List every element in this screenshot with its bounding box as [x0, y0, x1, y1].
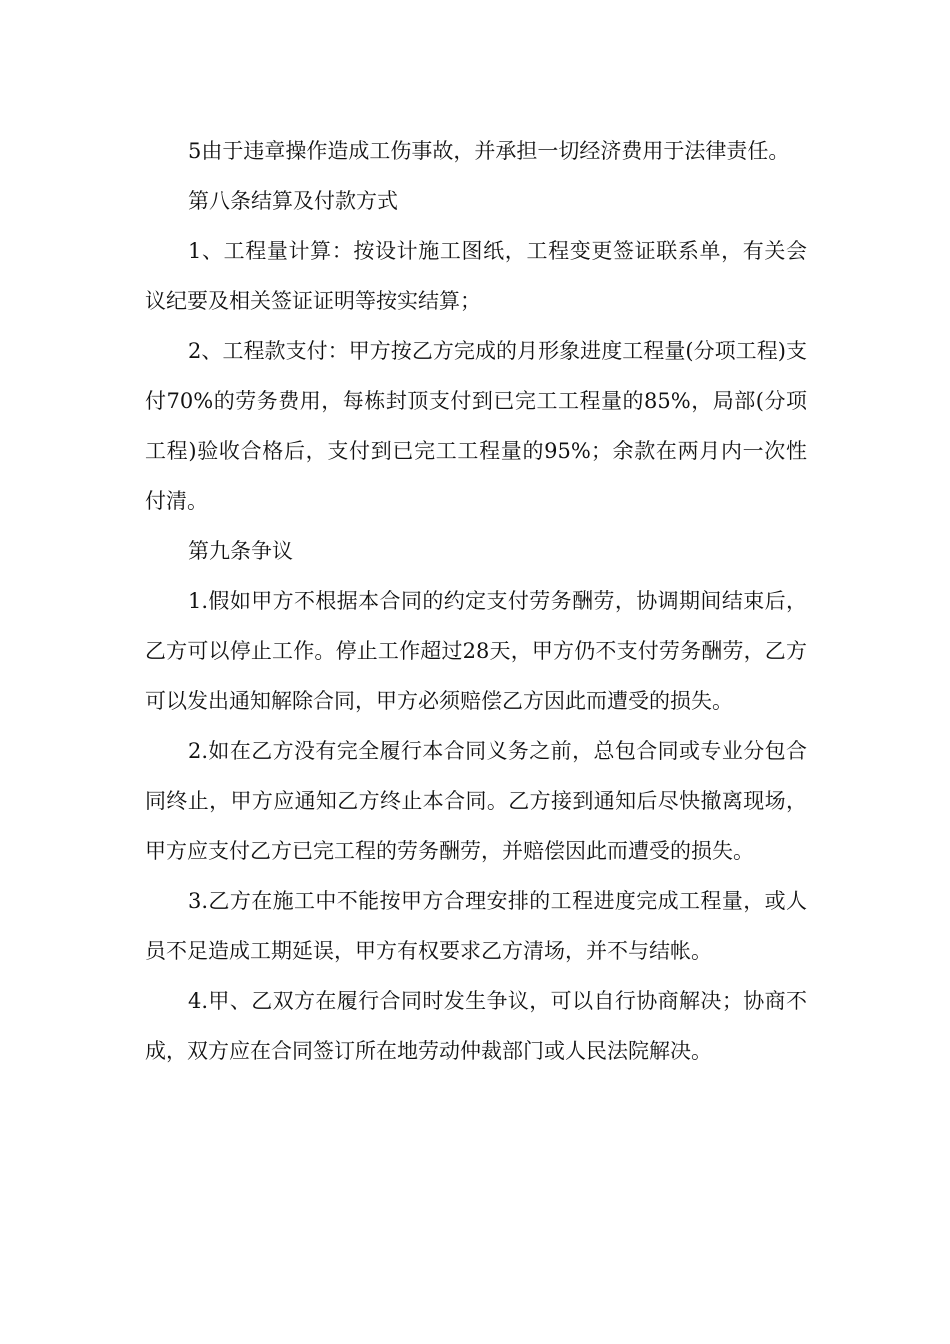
- paragraph-injury-liability: 5由于违章操作造成工伤事故，并承担一切经济费用于法律责任。: [188, 139, 790, 163]
- paragraph-dispute-4: 4.甲、乙双方在履行合同时发生争议，可以自行协商解决；协商不成，双方应在合同签订所在地劳动仲裁部门或人民法院解决。: [145, 989, 807, 1063]
- paragraph-dispute-1: 1.假如甲方不根据本合同的约定支付劳务酬劳，协调期间结束后，乙方可以停止工作。停止工作超过28天，甲方仍不支付劳务酬劳，乙方可以发出通知解除合同，甲方必须赔偿乙方因此而遭受的损失。: [145, 589, 807, 713]
- paragraph-dispute-3: 3.乙方在施工中不能按甲方合理安排的工程进度完成工程量，或人员不足造成工期延误，甲方有权要求乙方清场，并不与结帐。: [145, 889, 807, 963]
- paragraph-dispute-2: 2.如在乙方没有完全履行本合同义务之前，总包合同或专业分包合同终止，甲方应通知乙方终止本合同。乙方接到通知后尽快撤离现场，甲方应支付乙方已完工程的劳务酬劳，并赔偿因此而遭受的损失。: [145, 739, 807, 863]
- paragraph-quantity-calculation: 1、工程量计算：按设计施工图纸，工程变更签证联系单，有关会议纪要及相关签证证明等按实结算；: [145, 239, 807, 313]
- paragraph-payment: 2、工程款支付：甲方按乙方完成的月形象进度工程量(分项工程)支付70%的劳务费用，每栋封顶支付到已完工工程量的85%，局部(分项工程)验收合格后，支付到已完工工程量的95%；余款在两月内一次性付清。: [145, 339, 807, 513]
- document-body: [145, 126, 807, 1076]
- heading-article-8: 第八条结算及付款方式: [188, 189, 398, 213]
- heading-article-9: 第九条争议: [188, 539, 293, 563]
